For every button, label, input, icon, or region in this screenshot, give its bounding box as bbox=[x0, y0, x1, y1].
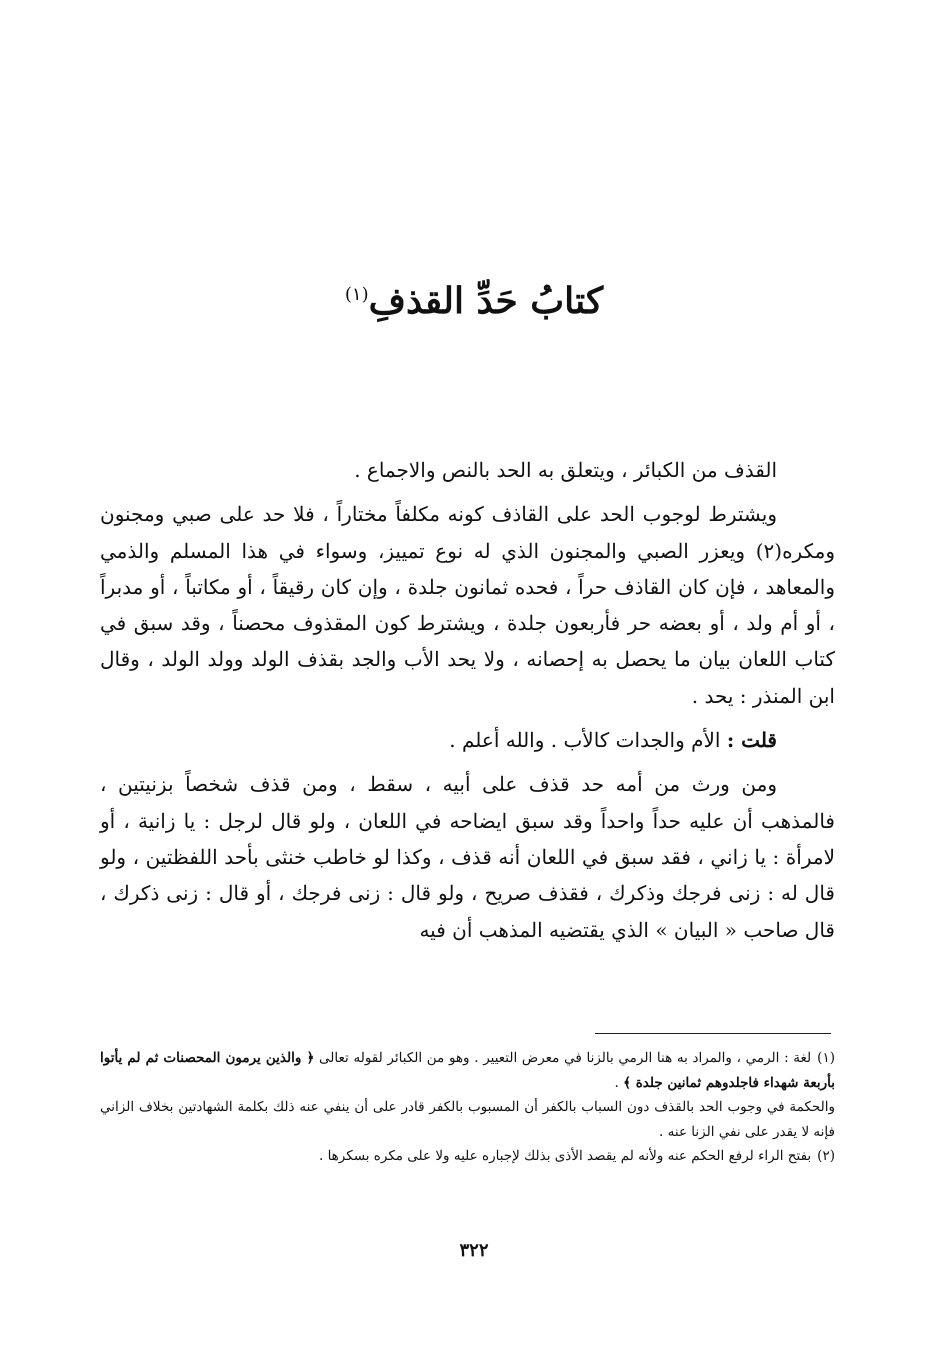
footnote-1-text: لغة : الرمي ، والمراد به هنا الرمي بالزنا في معرض التعيير . وهو من الكبائر لقوله تعالى bbox=[319, 1050, 812, 1066]
footnote-1 bbox=[100, 1046, 835, 1095]
chapter-title-text: كتابُ حَدِّ القذفِ bbox=[368, 280, 604, 323]
footnote-1-end: . bbox=[614, 1074, 624, 1091]
footnote-2-text: بفتح الراء لرفع الحكم عنه ولأنه لم يقصد الأذى بذلك لإجباره عليه ولا على مكره بسكرها . bbox=[318, 1148, 812, 1165]
paragraph-3-text: الأم والجدات كالأب . والله أعلم . bbox=[449, 728, 727, 753]
chapter-title bbox=[0, 270, 948, 326]
footnote-ref-1: (١) bbox=[344, 284, 369, 306]
paragraph-4: ومن ورث من أمه حد قذف على أبيه ، سقط ، ومن قذف شخصاً بزنيتين ، فالمذهب أن عليه حداً واحداً وقد سبق ايضاحه في اللعان ، ولو قال لرجل : يا زانية ، أو لامرأة : يا زاني ، فقد سبق في اللعان أنه قذف ، وكذا لو خاطب خنثى بأحد اللفظتين ، ولو قال له : زنى فرجك وذكرك ، فقذف صريح ، ولو قال : زنى فرجك ، أو قال : زنى ذكرك ، قال صاحب « البيان » الذي يقتضيه المذهب أن فيه bbox=[100, 772, 835, 942]
footnote-1-continuation: والحكمة في وجوب الحد بالقذف دون السباب بالكفر أن المسبوب بالكفر قادر على أن ينفي عنه ذلك بكلمة الشهادتين بخلاف الزاني فإنه لا يقدر على نفي الزنا عنه . bbox=[100, 1099, 835, 1140]
footnote-1-quran: ﴿ والذين يرمون المحصنات ثم لم يأتوا بأربعة شهداء فاجلدوهم ثمانين جلدة ﴾ bbox=[100, 1050, 835, 1091]
footnotes bbox=[100, 1046, 835, 1169]
page-number: ٣٢٢ bbox=[459, 1240, 489, 1261]
footnote-2-number: (٢) bbox=[817, 1148, 835, 1165]
qult-label: قلت : bbox=[726, 728, 777, 753]
paragraph-2: ويشترط لوجوب الحد على القاذف كونه مكلفاً مختاراً ، فلا حد على صبي ومجنون ومكره(٢) ويعزر الصبي والمجنون الذي له نوع تمييز، وسواء في هذا المسلم والذمي والمعاهد ، فإن كان القاذف حراً ، فحده ثمانون جلدة ، وإن كان رقيقاً ، أو مكاتباً ، أو مدبراً ، أو أم ولد ، أو بعضه حر فأربعون جلدة ، ويشترط كون المقذوف محصناً ، وقد سبق في كتاب اللعان بيان ما يحصل به إحصانه ، ولا يحد الأب والجد بقذف الولد وولد الولد ، وقال ابن المنذر : يحد . bbox=[100, 502, 835, 708]
footnote-2 bbox=[100, 1144, 835, 1169]
footnote-1-number: (١) bbox=[817, 1050, 835, 1066]
main-text bbox=[100, 452, 835, 956]
paragraph-1: القذف من الكبائر ، ويتعلق به الحد بالنص والاجماع . bbox=[354, 458, 777, 482]
paragraph-3 bbox=[100, 722, 835, 758]
footnote-separator bbox=[595, 1033, 831, 1034]
